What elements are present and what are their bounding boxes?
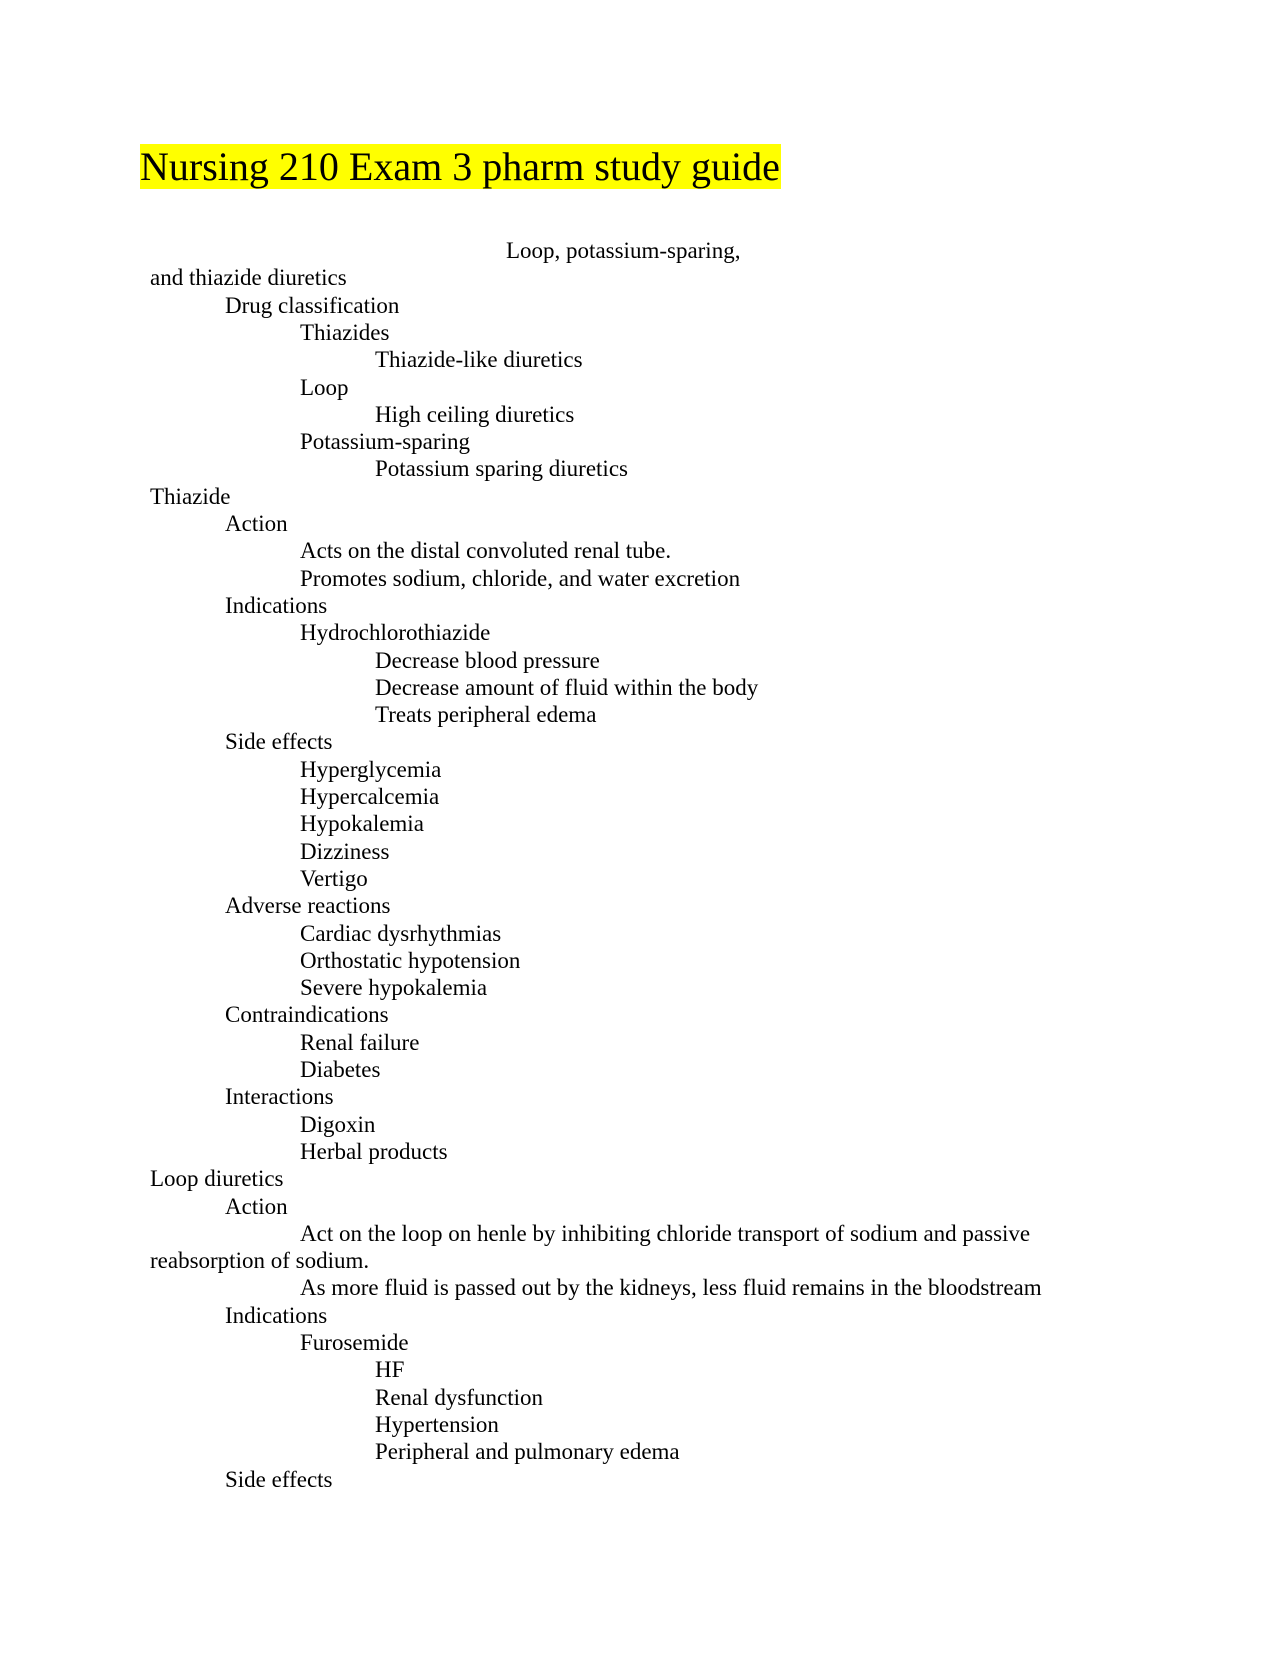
outline-line: Furosemide: [300, 1330, 409, 1355]
outline-line: Act on the loop on henle by inhibiting chloride transport of sodium and passive: [300, 1220, 1031, 1246]
outline-line: Side effects: [225, 729, 333, 755]
outline-line: Drug classification: [225, 292, 400, 318]
outline-line: Peripheral and pulmonary edema: [375, 1439, 680, 1465]
outline-line: Dizziness: [300, 838, 390, 864]
outline-line: Thiazide: [150, 483, 231, 509]
outline-line: Adverse reactions: [225, 893, 391, 919]
outline-line: As more fluid is passed out by the kidneys, less fluid remains in the bloodstream: [300, 1275, 1042, 1301]
outline-line: Thiazides: [300, 319, 390, 345]
outline-line: High ceiling diuretics: [375, 401, 575, 427]
title-highlight: Nursing 210 Exam 3 pharm study guide: [140, 144, 780, 189]
outline-line: Decrease blood pressure: [375, 647, 600, 673]
outline-line: Contraindications: [225, 1002, 389, 1028]
outline-line: Potassium sparing diuretics: [375, 456, 628, 482]
outline-line: Cardiac dysrhythmias: [300, 920, 502, 946]
outline-line: Renal failure: [300, 1029, 420, 1055]
outline-line: Loop diuretics: [150, 1166, 284, 1192]
outline-line: Herbal products: [300, 1138, 448, 1164]
outline-line: Treats peripheral edema: [375, 702, 597, 728]
outline-line: Hypokalemia: [300, 811, 424, 837]
outline-line: Promotes sodium, chloride, and water excretion: [300, 565, 741, 591]
outline-line: Loop: [300, 374, 349, 400]
outline-line: HF: [375, 1357, 405, 1383]
outline-line: Interactions: [225, 1084, 334, 1110]
outline-line: Thiazide-like diuretics: [375, 347, 583, 373]
outline-line: Loop, potassium-sparing,: [506, 238, 741, 263]
outline-line: Action: [225, 1193, 288, 1219]
outline-line: Hydrochlorothiazide: [300, 620, 491, 646]
outline-line: Action: [225, 511, 288, 536]
outline-line: Side effects: [225, 1466, 333, 1492]
outline-line: Indications: [225, 1302, 328, 1328]
outline-line: Decrease amount of fluid within the body: [375, 674, 759, 700]
outline-line: Digoxin: [300, 1111, 376, 1137]
outline-line: Diabetes: [300, 1057, 381, 1082]
outline-line: and thiazide diuretics: [150, 265, 347, 291]
outline-line: Renal dysfunction: [375, 1384, 543, 1410]
outline-line: Vertigo: [300, 865, 368, 891]
outline-line: Hyperglycemia: [300, 756, 442, 782]
outline-line: reabsorption of sodium.: [150, 1248, 370, 1274]
outline-line: Severe hypokalemia: [300, 975, 488, 1001]
outline-line: Acts on the distal convoluted renal tube.: [300, 538, 672, 564]
document-title: [140, 142, 781, 192]
outline-line: Hypercalcemia: [300, 784, 440, 809]
outline-line: Potassium-sparing: [300, 429, 470, 455]
outline-line: Hypertension: [375, 1411, 499, 1437]
outline-line: Orthostatic hypotension: [300, 947, 521, 973]
outline-line: Indications: [225, 592, 328, 618]
